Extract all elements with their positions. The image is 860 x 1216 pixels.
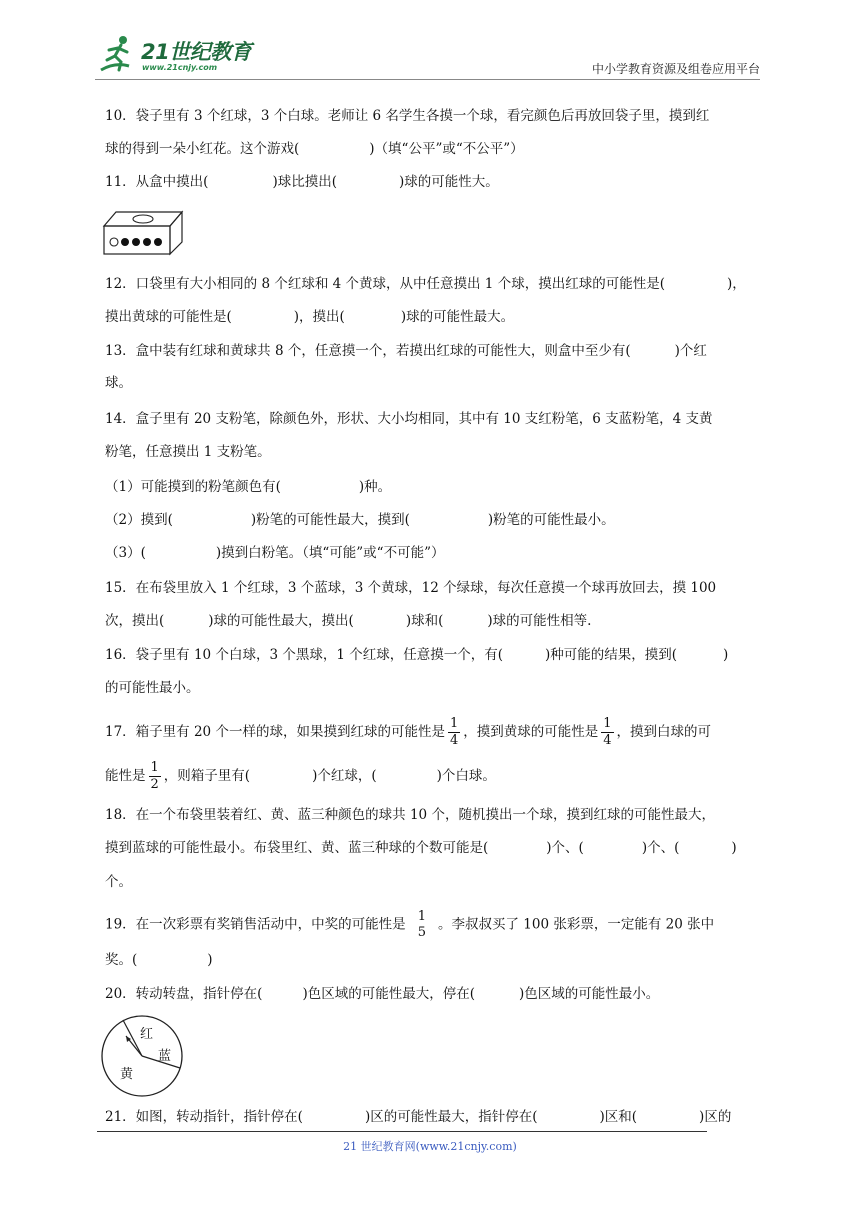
q12-text-e: )球的可能性最大。	[400, 309, 515, 325]
spinner-figure	[100, 1014, 184, 1098]
q17-text-f: )个红球，(	[312, 768, 377, 784]
spinner-label-blue: 蓝	[158, 1049, 172, 1064]
q14-sub3	[105, 543, 444, 563]
q11-text-c: )球的可能性大。	[399, 174, 499, 190]
q13-text-b: )个红	[674, 343, 707, 359]
q16-line2: 的可能性最小。	[105, 680, 200, 696]
q19-text-c: 奖。(	[105, 952, 138, 968]
q19-text-b: 。李叔叔买了 100 张彩票，一定能有 20 张中	[437, 916, 715, 933]
q17-text-a: 17．箱子里有 20 个一样的球，如果摸到红球的可能性是	[105, 724, 445, 740]
q18-line2	[105, 838, 737, 858]
q19-text-d: )	[207, 952, 213, 968]
q14-sub1-text-a: （1）可能摸到的粉笔颜色有(	[105, 479, 281, 495]
q14-sub3-text-a: （3）(	[105, 545, 146, 561]
q19-line2	[105, 950, 213, 970]
q19-line1	[105, 909, 714, 941]
q19-text-a: 19．在一次彩票有奖销售活动中，中奖的可能性是	[105, 916, 406, 933]
q17-text-d: 能性是	[105, 768, 146, 784]
q10-line2	[105, 139, 524, 159]
q11-text-a: 11．从盒中摸出(	[105, 174, 209, 190]
q16-text-b: )种可能的结果，摸到(	[544, 647, 678, 663]
q17-fraction-white: $\frac{1}{2}$	[150, 760, 159, 792]
q10-text-b: )（填“公平”或“不公平”）	[369, 141, 524, 157]
q17-text-g: )个白球。	[436, 768, 496, 784]
q19-fraction: 1 5	[417, 909, 426, 940]
q20-text-a: 20．转动转盘，指针停在(	[105, 986, 263, 1002]
header-divider	[95, 79, 760, 80]
q18-line1: 18．在一个布袋里装着红、黄、蓝三种颜色的球共 10 个，随机摸出一个球，摸到红球的可能性最大，	[105, 807, 715, 823]
page-footer: 21 世纪教育网(www.21cnjy.com)	[343, 1140, 517, 1153]
q13-line1	[105, 341, 707, 361]
q15-text-d: )球的可能性相等.	[487, 613, 592, 629]
q10-line1: 10．袋子里有 3 个红球，3 个白球。老师让 6 名学生各摸一个球，看完颜色后再放回袋子里，摸到红	[105, 108, 710, 124]
q21-text-c: )区和(	[599, 1109, 638, 1125]
q18-line3: 个。	[105, 874, 132, 890]
q18-text-d: )	[731, 840, 737, 856]
q21-text-b: )区的可能性最大，指针停在(	[364, 1109, 538, 1125]
q15-text-b: )球的可能性最大，摸出(	[208, 613, 354, 629]
q21-line	[105, 1107, 731, 1127]
q21-text-d: )区的	[699, 1109, 732, 1125]
q18-text-b: )个、(	[546, 840, 584, 856]
q14-line1: 14．盒子里有 20 支粉笔，除颜色外，形状、大小均相同，其中有 10 支红粉笔，6 支蓝粉笔，4 支黄	[105, 411, 713, 427]
q13-line2: 球。	[105, 375, 132, 391]
site-logo	[95, 32, 265, 78]
ball-box-figure	[102, 208, 184, 256]
q12-text-c: 摸出黄球的可能性是(	[105, 309, 232, 325]
q16-text-c: )	[723, 647, 729, 663]
q12-text-b: )，	[726, 276, 746, 292]
logo-text: 21世纪教育	[141, 40, 252, 64]
runner-logo-icon	[95, 32, 141, 78]
q11-line	[105, 172, 499, 192]
q17-text-c: ，摸到白球的可	[616, 724, 712, 740]
spinner-label-red: 红	[140, 1027, 154, 1042]
logo-url: www.21cnjy.com	[142, 63, 218, 72]
q14-sub2-text-a: （2）摸到(	[105, 512, 173, 528]
q17-fraction-red: $\frac{1}{4}$	[449, 716, 459, 748]
footer-divider	[97, 1131, 707, 1132]
q20-text-b: )色区域的可能性最大，停在(	[302, 986, 475, 1002]
q17-fraction-yellow: $\frac{1}{4}$	[603, 716, 612, 748]
q14-sub1-text-b: )种。	[358, 479, 392, 495]
q15-line1: 15．在布袋里放入 1 个红球，3 个蓝球，3 个黄球，12 个绿球，每次任意摸一个球再放回去，摸 100	[105, 580, 717, 596]
q13-text-a: 13．盒中装有红球和黄球共 8 个，任意摸一个，若摸出红球的可能性大，则盒中至少有(	[105, 343, 631, 359]
q16-line1	[105, 645, 728, 665]
header-platform-text: 中小学教育资源及组卷应用平台	[591, 62, 760, 76]
q14-sub2-text-b: )粉笔的可能性最大，摸到(	[250, 512, 410, 528]
q14-sub2-text-c: )粉笔的可能性最小。	[487, 512, 615, 528]
q17-text-b: ，摸到黄球的可能性是	[463, 724, 599, 740]
q21-text-a: 21．如图，转动指针，指针停在(	[105, 1109, 303, 1125]
page-header	[95, 32, 760, 78]
q15-text-a: 次，摸出(	[105, 613, 165, 629]
q20-line	[105, 984, 659, 1004]
q18-text-a: 摸到蓝球的可能性最小。布袋里红、黄、蓝三种球的个数可能是(	[105, 840, 489, 856]
q16-text-a: 16．袋子里有 10 个白球，3 个黑球，1 个红球，任意摸一个，有(	[105, 647, 503, 663]
q12-line1	[105, 274, 746, 294]
q14-line2: 粉笔，任意摸出 1 支粉笔。	[105, 444, 271, 460]
q15-text-c: )球和(	[405, 613, 444, 629]
q12-text-a: 12．口袋里有大小相同的 8 个红球和 4 个黄球，从中任意摸出 1 个球，摸出红球的可能性是(	[105, 276, 665, 292]
q10-text-a: 球的得到一朵小红花。这个游戏(	[105, 141, 300, 157]
q14-sub3-text-b: )摸到白粉笔。（填“可能”或“不可能”）	[215, 545, 445, 561]
q14-sub2	[105, 510, 615, 530]
q11-text-b: )球比摸出(	[272, 174, 337, 190]
q17-line1	[105, 716, 711, 749]
spinner-label-yellow: 黄	[120, 1067, 134, 1082]
q14-sub1	[105, 477, 391, 497]
q17-line2	[105, 760, 496, 793]
q20-text-c: )色区域的可能性最小。	[519, 986, 660, 1002]
q12-line2	[105, 307, 514, 327]
q17-text-e: ，则箱子里有(	[163, 768, 251, 784]
q12-text-d: )，摸出(	[293, 309, 345, 325]
q18-text-c: )个、(	[641, 840, 680, 856]
q15-line2	[105, 611, 591, 631]
